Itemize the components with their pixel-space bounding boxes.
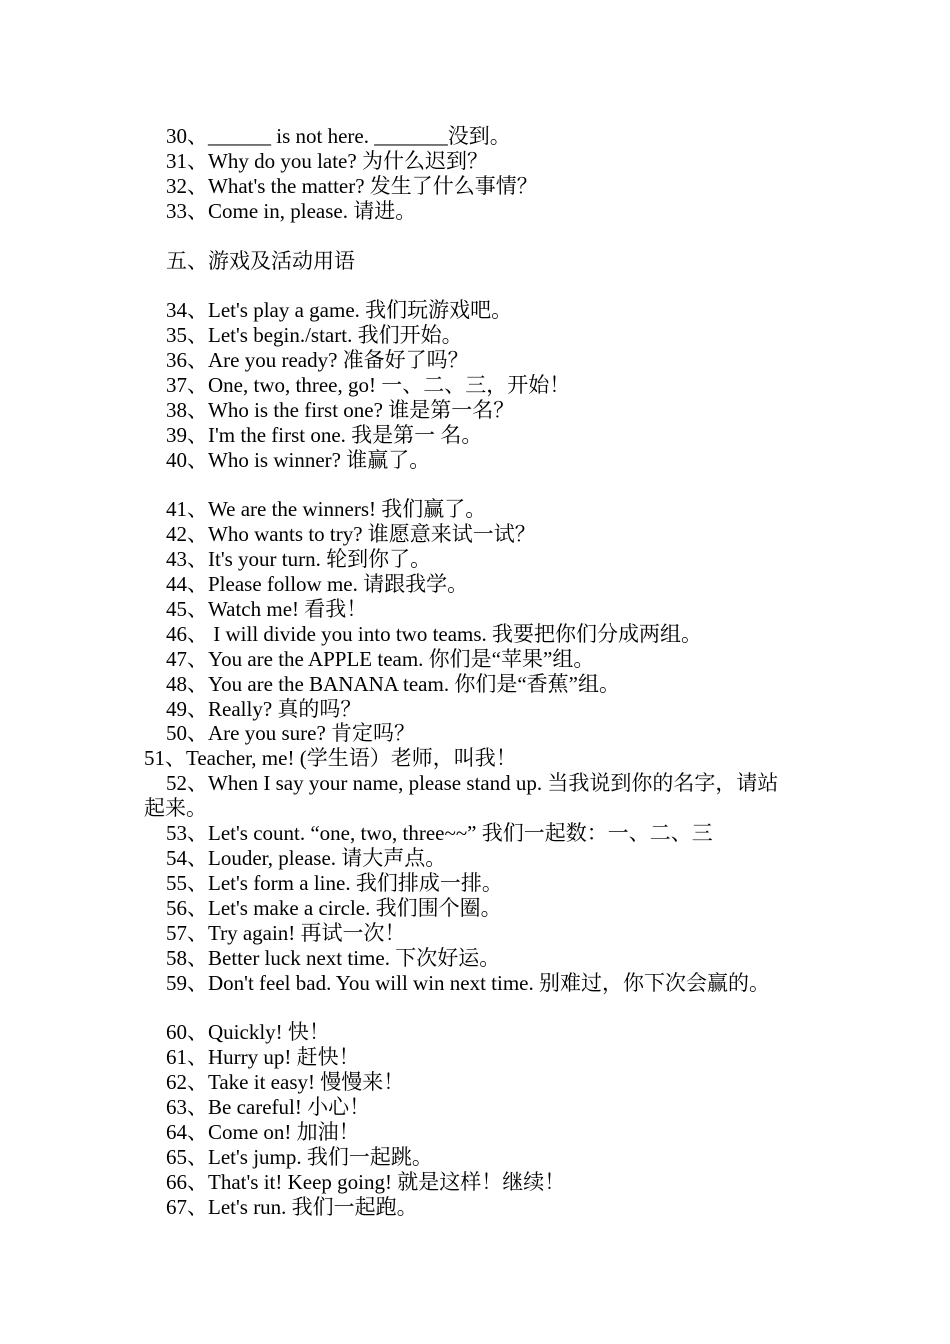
text-line-continuation: 起来。: [144, 796, 207, 820]
text-line: 56、Let's make a circle. 我们围个圈。: [166, 896, 502, 920]
text-line: 58、Better luck next time. 下次好运。: [166, 946, 501, 970]
text-line: 34、Let's play a game. 我们玩游戏吧。: [166, 298, 513, 322]
text-line: 44、Please follow me. 请跟我学。: [166, 572, 469, 596]
text-line: 40、Who is winner? 谁赢了。: [166, 448, 431, 472]
text-line: 35、Let's begin./start. 我们开始。: [166, 323, 463, 347]
text-line: 38、Who is the first one? 谁是第一名？: [166, 398, 515, 422]
text-line: 57、Try again! 再试一次！: [166, 921, 406, 945]
text-line: 49、Really? 真的吗？: [166, 697, 362, 721]
text-line: 59、Don't feel bad. You will win next time. 别难过，你下次会赢的。: [166, 971, 771, 995]
text-line: 41、We are the winners! 我们赢了。: [166, 497, 487, 521]
text-line: 50、Are you sure? 肯定吗？: [166, 721, 416, 745]
text-line: 65、Let's jump. 我们一起跳。: [166, 1145, 433, 1169]
text-line: 46、 I will divide you into two teams. 我要把你们分成两组。: [166, 622, 703, 646]
text-line: 33、Come in, please. 请进。: [166, 199, 417, 223]
text-line: 55、Let's form a line. 我们排成一排。: [166, 871, 503, 895]
text-line: 36、Are you ready? 准备好了吗？: [166, 348, 469, 372]
text-line: 48、You are the BANANA team. 你们是“香蕉”组。: [166, 672, 620, 696]
text-line: 54、Louder, please. 请大声点。: [166, 846, 447, 870]
text-line: 66、That's it! Keep going! 就是这样！继续！: [166, 1170, 566, 1194]
text-line: 60、Quickly! 快！: [166, 1020, 330, 1044]
text-line: 45、Watch me! 看我！: [166, 597, 368, 621]
text-line: 43、It's your turn. 轮到你了。: [166, 547, 432, 571]
section-heading: 五、游戏及活动用语: [166, 249, 355, 273]
text-line: 52、When I say your name, please stand up. 当我说到你的名字，请站: [166, 771, 779, 795]
text-line: 47、You are the APPLE team. 你们是“苹果”组。: [166, 647, 595, 671]
text-line: 53、Let's count. “one, two, three~~” 我们一起数：一、二、三: [166, 821, 713, 845]
text-line: 37、One, two, three, go! 一、二、三，开始！: [166, 373, 571, 397]
text-line: 64、Come on! 加油！: [166, 1120, 360, 1144]
text-line: 32、What's the matter? 发生了什么事情？: [166, 174, 538, 198]
text-line: 51、Teacher, me! (学生语）老师，叫我！: [144, 746, 517, 770]
text-line: 42、Who wants to try? 谁愿意来试一试？: [166, 522, 536, 546]
text-line: 39、I'm the first one. 我是第一 名。: [166, 423, 483, 447]
text-line: 63、Be careful! 小心！: [166, 1095, 371, 1119]
text-line: 31、Why do you late? 为什么迟到？: [166, 149, 488, 173]
text-line: 62、Take it easy! 慢慢来！: [166, 1070, 405, 1094]
text-line: 30、______ is not here. _______没到。: [166, 124, 511, 148]
text-line: 67、Let's run. 我们一起跑。: [166, 1195, 418, 1219]
text-line: 61、Hurry up! 赶快！: [166, 1045, 360, 1069]
